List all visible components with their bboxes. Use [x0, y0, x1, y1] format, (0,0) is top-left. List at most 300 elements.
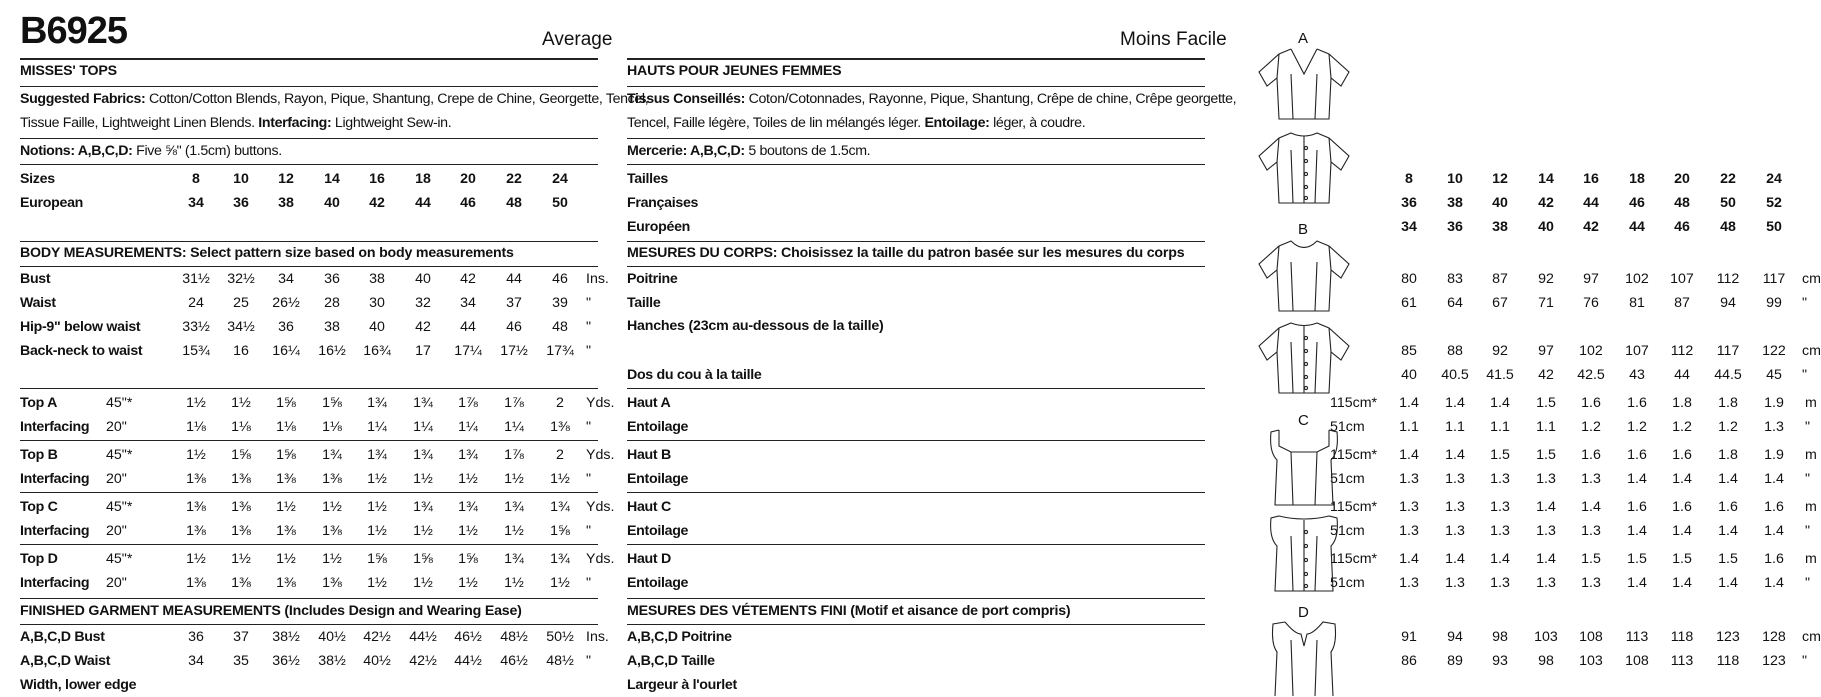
table-cell: 48 — [552, 319, 568, 335]
table-cell: 42½ — [363, 629, 391, 645]
table-cell: 45 — [1766, 367, 1782, 383]
fabric-width: 115cm* — [1330, 551, 1378, 567]
table-cell: 44 — [415, 195, 431, 211]
table-cell: 36 — [233, 195, 249, 211]
table-row — [20, 292, 598, 314]
unit-label: m — [1805, 499, 1817, 515]
table-cell: 1⅛ — [322, 419, 342, 435]
table-row — [20, 520, 598, 542]
table-cell: 1.3 — [1536, 471, 1556, 487]
table-cell: 1¼ — [458, 419, 478, 435]
table-cell: 1½ — [413, 575, 433, 591]
table-cell: 1½ — [367, 471, 387, 487]
table-cell: 36 — [188, 629, 204, 645]
view-label-d: D — [1298, 604, 1309, 621]
difficulty-level-fr: Moins Facile — [1120, 29, 1227, 50]
table-row — [627, 340, 1821, 362]
table-cell: 17 — [415, 343, 431, 359]
view-label-a: A — [1298, 30, 1309, 47]
table-cell: 117 — [1762, 271, 1786, 287]
table-cell: 98 — [1538, 653, 1554, 669]
table-cell: 52 — [1766, 195, 1782, 211]
unit-label: " — [586, 419, 592, 435]
table-cell: 10 — [1447, 171, 1463, 187]
row-label: Entoilage — [627, 575, 689, 591]
table-cell: 118 — [1716, 653, 1740, 669]
row-label: Top C — [20, 499, 58, 515]
fabric-width: 45"* — [106, 551, 133, 567]
table-cell: 1.3 — [1399, 575, 1419, 591]
fabrics-line2-fr — [627, 115, 1085, 131]
table-cell: 1.5 — [1536, 395, 1556, 411]
table-cell: 1½ — [458, 575, 478, 591]
table-cell: 20 — [460, 171, 476, 187]
table-cell: 123 — [1762, 653, 1786, 669]
table-cell: 50 — [552, 195, 568, 211]
table-cell: 38½ — [318, 653, 346, 669]
table-cell: 1.5 — [1490, 447, 1510, 463]
table-cell: 1.4 — [1764, 523, 1784, 539]
row-label: Interfacing — [20, 471, 90, 487]
table-row — [627, 626, 1821, 648]
table-cell: 1½ — [550, 575, 570, 591]
table-cell: 86 — [1401, 653, 1417, 669]
table-cell: 1.1 — [1445, 419, 1465, 435]
notions-text-fr: 5 boutons de 1.5cm. — [744, 143, 871, 159]
table-cell: 34 — [460, 295, 476, 311]
table-cell: 30 — [369, 295, 385, 311]
table-cell: 83 — [1447, 271, 1463, 287]
table-cell: 1⅞ — [458, 395, 478, 411]
table-cell: 1.8 — [1672, 395, 1692, 411]
table-cell: 92 — [1538, 271, 1554, 287]
table-cell: 1.4 — [1764, 575, 1784, 591]
table-cell: 67 — [1492, 295, 1508, 311]
table-cell: 1.4 — [1627, 575, 1647, 591]
notions-label-fr: Mercerie: A,B,C,D: — [627, 143, 745, 159]
body-measurements-title-en: BODY MEASUREMENTS: Select pattern size based on body measurements — [20, 245, 514, 261]
table-cell: 1.3 — [1536, 575, 1556, 591]
table-row — [20, 572, 598, 594]
table-cell: 1½ — [367, 575, 387, 591]
table-cell: 25 — [233, 295, 249, 311]
table-cell: 1.3 — [1764, 419, 1784, 435]
fabrics-fr — [627, 91, 1236, 107]
fabrics-en — [20, 91, 648, 107]
table-row — [627, 572, 1811, 594]
unit-label: cm — [1802, 343, 1821, 359]
table-cell: 97 — [1538, 343, 1554, 359]
table-cell: 1.4 — [1718, 575, 1738, 591]
table-cell: 108 — [1579, 629, 1603, 645]
table-cell: 46½ — [500, 653, 528, 669]
table-cell: 1.4 — [1536, 551, 1556, 567]
view-c-front-sketch — [1265, 428, 1343, 508]
table-cell: 85 — [1401, 343, 1417, 359]
table-cell: 1.4 — [1445, 447, 1465, 463]
table-cell: 87 — [1674, 295, 1690, 311]
table-cell: 44 — [1583, 195, 1599, 211]
table-row — [20, 268, 609, 290]
fabric-width: 20" — [106, 419, 127, 435]
view-c-back-sketch — [1265, 514, 1343, 594]
pattern-number: B6925 — [20, 10, 127, 52]
table-cell: 1⅜ — [322, 523, 342, 539]
table-cell: 117 — [1716, 343, 1740, 359]
table-cell: 1.4 — [1718, 471, 1738, 487]
table-cell: 1.2 — [1627, 419, 1647, 435]
table-cell: 22 — [1720, 171, 1736, 187]
table-cell: 103 — [1579, 653, 1603, 669]
fabric-width: 51cm — [1330, 471, 1365, 487]
fabric-width: 115cm* — [1330, 447, 1378, 463]
fabrics-label-fr: Tissus Conseillés: — [627, 91, 746, 107]
table-cell: 36 — [278, 319, 294, 335]
table-cell: 48½ — [500, 629, 528, 645]
table-cell: 46 — [1629, 195, 1645, 211]
table-cell: 12 — [1492, 171, 1508, 187]
table-cell: 1½ — [504, 575, 524, 591]
row-label: Bust — [20, 271, 51, 287]
table-row — [20, 674, 598, 696]
unit-label: " — [1802, 367, 1808, 383]
row-label: Top D — [20, 551, 58, 567]
fabric-width: 115cm* — [1330, 499, 1378, 515]
table-cell: 1¼ — [413, 419, 433, 435]
table-row — [627, 392, 1817, 414]
table-cell: 1¾ — [458, 499, 478, 515]
notions-en — [20, 143, 282, 159]
table-cell: 1.3 — [1445, 471, 1465, 487]
table-cell: 50 — [1766, 219, 1782, 235]
table-cell: 107 — [1625, 343, 1649, 359]
table-cell: 108 — [1625, 653, 1649, 669]
table-cell: 1.6 — [1581, 447, 1601, 463]
table-cell: 1.4 — [1490, 395, 1510, 411]
table-cell: 36 — [1447, 219, 1463, 235]
unit-label: " — [1805, 575, 1811, 591]
table-cell: 50 — [1720, 195, 1736, 211]
table-cell: 1.3 — [1445, 499, 1465, 515]
unit-label: " — [586, 523, 592, 539]
view-a-back-sketch — [1255, 130, 1353, 206]
table-cell: 10 — [233, 171, 249, 187]
row-label: Hip-9" below waist — [20, 319, 141, 335]
table-cell: 1⅝ — [458, 551, 478, 567]
fabrics-text-en: Cotton/Cotton Blends, Rayon, Pique, Shantung, Crepe de Chine, Georgette, Tencel, — [145, 91, 649, 107]
unit-label: " — [586, 319, 592, 335]
interfacing-text-en: Lightweight Sew-in. — [331, 115, 452, 131]
table-cell: 31½ — [182, 271, 210, 287]
table-cell: 1.3 — [1536, 523, 1556, 539]
table-cell: 1.5 — [1672, 551, 1692, 567]
notions-label-en: Notions: A,B,C,D: — [20, 143, 133, 159]
row-label: Largeur à l'ourlet — [627, 677, 737, 693]
table-cell: 1.4 — [1672, 471, 1692, 487]
fabric-width: 51cm — [1330, 523, 1365, 539]
table-cell: 1⅜ — [231, 471, 251, 487]
table-cell: 1⅝ — [276, 395, 296, 411]
table-cell: 50½ — [546, 629, 574, 645]
table-cell: 36½ — [272, 653, 300, 669]
row-label: Tailles — [627, 171, 669, 187]
unit-label: m — [1805, 395, 1817, 411]
table-cell: 93 — [1492, 653, 1508, 669]
table-cell: 1½ — [231, 395, 251, 411]
row-label: Interfacing — [20, 523, 90, 539]
row-label: A,B,C,D Taille — [627, 653, 715, 669]
row-label: Interfacing — [20, 575, 90, 591]
unit-label: Ins. — [586, 271, 609, 287]
table-cell: 2 — [556, 395, 564, 411]
fabrics-text2-fr: Tencel, Faille légère, Toiles de lin mélangés léger. — [627, 115, 921, 131]
row-label: Françaises — [627, 195, 699, 211]
table-cell: 1¾ — [322, 447, 342, 463]
unit-label: Yds. — [586, 551, 615, 567]
row-label: Width, lower edge — [20, 677, 137, 693]
table-cell: 1.8 — [1718, 447, 1738, 463]
table-cell: 1¾ — [413, 499, 433, 515]
table-cell: 1.6 — [1764, 551, 1784, 567]
unit-label: " — [1805, 419, 1811, 435]
row-label: Entoilage — [627, 523, 689, 539]
table-cell: 1⅜ — [550, 419, 570, 435]
table-cell: 42 — [415, 319, 431, 335]
row-label: Haut A — [627, 395, 671, 411]
table-cell: 1.3 — [1445, 575, 1465, 591]
table-cell: 41.5 — [1486, 367, 1514, 383]
table-row — [627, 192, 1782, 214]
table-row — [20, 496, 615, 518]
table-cell: 103 — [1534, 629, 1558, 645]
table-cell: 1.1 — [1536, 419, 1556, 435]
table-cell: 48½ — [546, 653, 574, 669]
table-row — [627, 520, 1811, 542]
table-cell: 71 — [1538, 295, 1554, 311]
table-row — [20, 168, 598, 190]
table-row — [20, 626, 609, 648]
difficulty-level-en: Average — [542, 29, 613, 50]
table-cell: 46 — [506, 319, 522, 335]
table-cell: 35 — [233, 653, 249, 669]
table-cell: 94 — [1720, 295, 1736, 311]
table-cell: 1.3 — [1490, 575, 1510, 591]
unit-label: " — [586, 653, 592, 669]
table-cell: 1½ — [413, 523, 433, 539]
table-cell: 1⅜ — [322, 575, 342, 591]
table-cell: 113 — [1625, 629, 1649, 645]
table-cell: 1½ — [504, 523, 524, 539]
table-cell: 40 — [1492, 195, 1508, 211]
fabrics-label-en: Suggested Fabrics: — [20, 91, 146, 107]
unit-label: " — [1805, 523, 1811, 539]
table-cell: 44 — [1629, 219, 1645, 235]
table-cell: 1⅜ — [276, 523, 296, 539]
table-cell: 1.4 — [1399, 551, 1419, 567]
table-cell: 1.3 — [1399, 471, 1419, 487]
table-cell: 1.3 — [1490, 471, 1510, 487]
fabrics-line2-en — [20, 115, 451, 131]
table-cell: 1½ — [504, 471, 524, 487]
table-cell: 123 — [1716, 629, 1740, 645]
table-cell: 1⅝ — [276, 447, 296, 463]
fabric-width: 20" — [106, 523, 127, 539]
table-row — [627, 496, 1817, 518]
table-cell: 1.5 — [1536, 447, 1556, 463]
table-cell: 1½ — [367, 499, 387, 515]
table-cell: 81 — [1629, 295, 1645, 311]
table-cell: 1⅝ — [413, 551, 433, 567]
table-cell: 16 — [369, 171, 385, 187]
table-row — [20, 468, 598, 490]
unit-label: " — [1802, 295, 1808, 311]
table-cell: 42 — [1538, 367, 1554, 383]
table-row — [20, 340, 598, 362]
table-cell: 1½ — [458, 523, 478, 539]
view-d-front-sketch — [1265, 620, 1343, 697]
table-cell: 14 — [1538, 171, 1554, 187]
table-cell: 1.2 — [1672, 419, 1692, 435]
table-cell: 1.4 — [1627, 523, 1647, 539]
unit-label: " — [586, 471, 592, 487]
row-label: Entoilage — [627, 471, 689, 487]
view-b-front-sketch — [1255, 238, 1353, 314]
table-cell: 1½ — [367, 523, 387, 539]
table-cell: 38½ — [272, 629, 300, 645]
table-cell: 1⅜ — [186, 523, 206, 539]
row-label: Back-neck to waist — [20, 343, 143, 359]
table-cell: 1⅛ — [186, 419, 206, 435]
notions-fr — [627, 143, 870, 159]
table-cell: 1.3 — [1445, 523, 1465, 539]
table-cell: 42 — [460, 271, 476, 287]
table-cell: 1.4 — [1672, 523, 1692, 539]
table-cell: 34 — [278, 271, 294, 287]
table-cell: 34 — [188, 653, 204, 669]
table-cell: 1⅜ — [276, 575, 296, 591]
table-cell: 1.3 — [1490, 499, 1510, 515]
table-cell: 18 — [1629, 171, 1645, 187]
table-row — [627, 268, 1821, 290]
fabric-width: 45"* — [106, 499, 133, 515]
table-cell: 1¾ — [413, 395, 433, 411]
table-cell: 1.1 — [1399, 419, 1419, 435]
table-cell: 1⅞ — [504, 447, 524, 463]
table-cell: 1.4 — [1445, 395, 1465, 411]
row-label: Dos du cou à la taille — [627, 367, 762, 383]
table-cell: 1.3 — [1399, 499, 1419, 515]
unit-label: " — [586, 343, 592, 359]
table-cell: 1.3 — [1399, 523, 1419, 539]
table-cell: 61 — [1401, 295, 1417, 311]
table-cell: 1.4 — [1718, 523, 1738, 539]
table-cell: 128 — [1762, 629, 1786, 645]
table-cell: 1¾ — [367, 395, 387, 411]
row-label: Haut B — [627, 447, 671, 463]
table-cell: 1⅛ — [231, 419, 251, 435]
table-cell: 1⅜ — [276, 471, 296, 487]
fabric-width: 20" — [106, 471, 127, 487]
table-cell: 1.6 — [1627, 447, 1647, 463]
table-cell: 32½ — [227, 271, 255, 287]
row-label: A,B,C,D Bust — [20, 629, 105, 645]
table-cell: 42 — [369, 195, 385, 211]
table-cell: 1⅝ — [322, 395, 342, 411]
table-row — [627, 468, 1811, 490]
table-row — [20, 316, 598, 338]
table-cell: 1.3 — [1581, 575, 1601, 591]
table-cell: 107 — [1670, 271, 1694, 287]
table-cell: 36 — [324, 271, 340, 287]
table-cell: 1.4 — [1490, 551, 1510, 567]
table-cell: 1⅜ — [231, 575, 251, 591]
table-cell: 37 — [233, 629, 249, 645]
table-cell: 42 — [1583, 219, 1599, 235]
table-row — [20, 548, 615, 570]
table-cell: 88 — [1447, 343, 1463, 359]
table-row — [20, 392, 615, 414]
unit-label: " — [1802, 653, 1808, 669]
table-cell: 34 — [188, 195, 204, 211]
unit-label: Yds. — [586, 499, 615, 515]
table-row — [627, 364, 1808, 386]
table-cell: 1½ — [231, 551, 251, 567]
interfacing-text-fr: léger, à coudre. — [989, 115, 1086, 131]
table-cell: 1½ — [186, 551, 206, 567]
table-cell: 46 — [552, 271, 568, 287]
table-cell: 112 — [1670, 343, 1694, 359]
table-cell: 46½ — [454, 629, 482, 645]
table-cell: 24 — [552, 171, 568, 187]
table-row — [627, 674, 1205, 696]
table-cell: 40 — [324, 195, 340, 211]
table-cell: 12 — [278, 171, 294, 187]
table-cell: 46 — [1674, 219, 1690, 235]
table-cell: 92 — [1492, 343, 1508, 359]
table-cell: 1⅜ — [186, 575, 206, 591]
view-label-b: B — [1298, 221, 1309, 238]
table-cell: 89 — [1447, 653, 1463, 669]
fabric-width: 45"* — [106, 395, 133, 411]
hip-label-fr: Hanches (23cm au-dessous de la taille) — [627, 318, 884, 334]
table-cell: 1.6 — [1672, 447, 1692, 463]
table-cell: 16 — [1583, 171, 1599, 187]
table-cell: 1¾ — [504, 499, 524, 515]
table-cell: 1.6 — [1581, 395, 1601, 411]
table-cell: 1.3 — [1490, 523, 1510, 539]
table-cell: 38 — [1447, 195, 1463, 211]
row-label: Entoilage — [627, 419, 689, 435]
table-cell: 1⅝ — [231, 447, 251, 463]
row-label: Haut C — [627, 499, 671, 515]
table-cell: 1¾ — [550, 551, 570, 567]
table-row — [20, 444, 615, 466]
table-cell: 1.6 — [1718, 499, 1738, 515]
table-row — [20, 416, 598, 438]
table-cell: 2 — [556, 447, 564, 463]
table-cell: 46 — [460, 195, 476, 211]
table-row — [20, 650, 598, 672]
table-cell: 1⅝ — [367, 551, 387, 567]
fabric-width: 51cm — [1330, 419, 1365, 435]
row-label: European — [20, 195, 84, 211]
table-cell: 1.8 — [1718, 395, 1738, 411]
table-cell: 1⅜ — [186, 499, 206, 515]
table-cell: 40½ — [363, 653, 391, 669]
table-cell: 1⅜ — [186, 471, 206, 487]
table-cell: 1.6 — [1672, 499, 1692, 515]
unit-label: cm — [1802, 629, 1821, 645]
